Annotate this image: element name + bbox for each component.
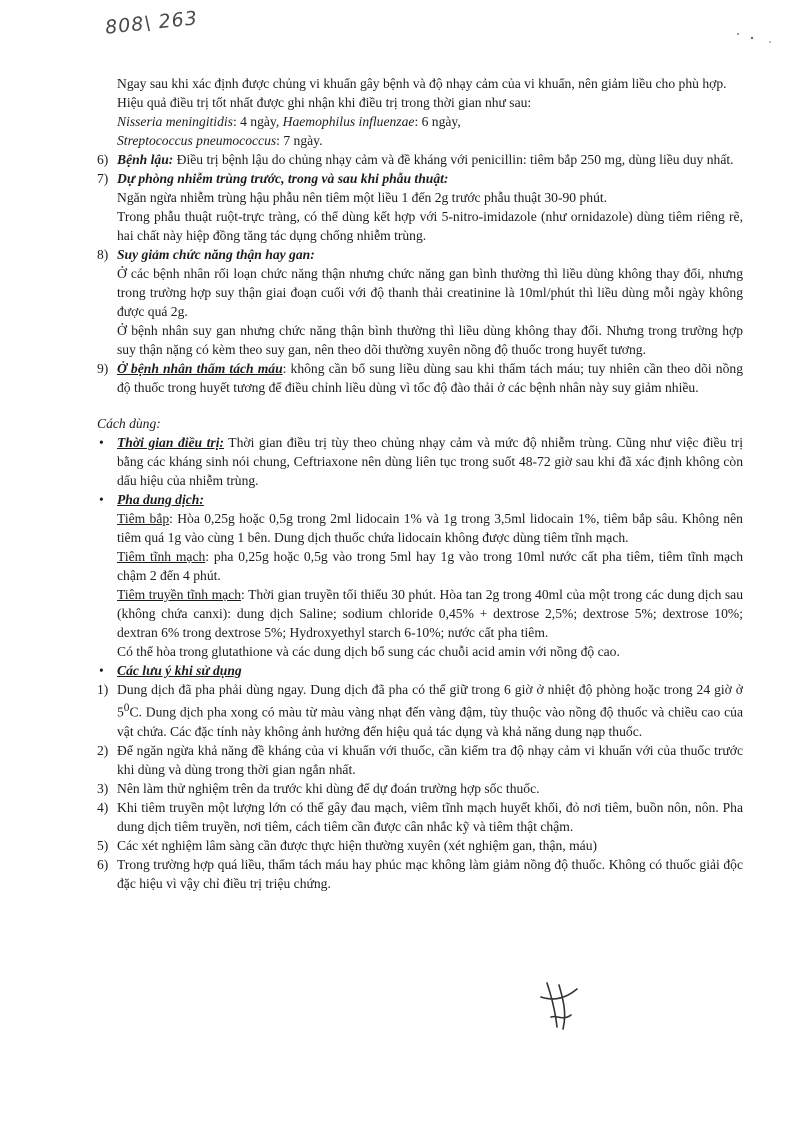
document-body: [97, 74, 743, 893]
list-item-dialysis: 9) Ở bệnh nhân thẩm tách máu: không cần bổ sung liều dùng sau khi thẩm tách máu; tuy nhiên cần theo dõi nồng độ thuốc trong huyết tương để điều chỉnh liều dùng vì tốc độ đào thải ở các bệnh nhân này suy giảm nhiều.: [97, 361, 743, 395]
list-item-surgical-prophylaxis: 7) Dự phòng nhiễm trùng trước, trong và sau khi phẫu thuật: Ngăn ngừa nhiễm trùng hậu phẫu nên tiêm một liều 1 đến 2g trước phẫu thuật 30-90 phút. Trong phẫu thuật ruột-trực tràng, có thể dùng kết hợp với 5-nitro-imidazole (như ornidazole) dùng tiêm riêng rẽ, hai chất này hiệp đồng tăng tác dụng chống nhiễm trùng.: [97, 171, 743, 243]
precaution-item: 5) Các xét nghiệm lâm sàng cần được thực hiện thường xuyên (xét nghiệm gan, thận, máu): [97, 837, 598, 853]
list-item-gonorrhea: 6) Bệnh lậu: Điều trị bệnh lậu do chủng nhạy cảm và đề kháng với penicillin: tiêm bắp 250 mg, dùng liều duy nhất.: [97, 152, 734, 167]
bullet-treatment-duration: • Thời gian điều trị: Thời gian điều trị tùy theo chủng nhạy cảm và mức độ nhiễm trùng. Cũng như việc điều trị bằng các kháng sinh nói chung, Ceftriaxone nên dùng liên tục trong suốt 48-72 giờ sau khi đã xác định không còn dấu hiệu của nhiễm trùng.: [99, 435, 743, 488]
prep-extra: Có thể hòa trong glutathione và các dung dịch bổ sung các chuỗi acid amin với nồng độ cao.: [117, 644, 620, 659]
bullet-preparation: • Pha dung dịch: Tiêm bắp: Hòa 0,25g hoặc 0,5g trong 2ml lidocain 1% và 1g trong 3,5ml lidocain 1%, tiêm bắp sâu. Không nên tiêm quá 1g vào cùng 1 bên. Dung dịch thuốc chứa lidocain không được dùng tiêm tĩnh mạch. Tiêm tĩnh mạch: pha 0,25g hoặc 0,5g vào trong 5ml hay 1g vào trong 10ml nước cất pha tiêm, tiêm tĩnh mạch chậm 2 đến 4 phút. Tiêm truyền tĩnh mạch: Thời gian truyền tối thiểu 30 phút. Hòa tan 2g trong 40ml của một trong các dung dịch sau (không chứa canxi): dung dịch Saline; sodium chloride 0,45% + dextrose 2,5%; dextrose 5%; dextrose 10%; dextran 6% trong dextrose 5%; Hydroxyethyl starch 6-10%; nước cất pha tiêm. Có thể hòa trong glutathione và các dung dịch bổ sung các chuỗi acid amin với nồng độ cao.: [99, 492, 743, 659]
paragraph-duration-intro: Hiệu quả điều trị tốt nhất được ghi nhận khi điều trị trong thời gian như sau:: [117, 95, 532, 110]
handwritten-page-number: 808\ 263: [104, 7, 199, 39]
list-item-renal-hepatic: 8) Suy giảm chức năng thận hay gan: Ở các bệnh nhân rối loạn chức năng thận nhưng chức năng gan bình thường thì liều dùng không thay đổi, nhưng trong trường hợp suy thận giai đoạn cuối với độ thanh thải creatinine là 10ml/phút thì liều dùng mỗi ngày không được quá 2g. Ở bệnh nhân suy gan nhưng chức năng thận bình thường thì liều dùng không thay đổi. Nhưng trong trường hợp suy thận nặng có kèm theo suy gan, nên theo dõi thường xuyên nồng độ thuốc trong huyết tương.: [97, 247, 743, 357]
precaution-item: 2) Để ngăn ngừa khả năng đề kháng của vi khuẩn với thuốc, cần kiểm tra độ nhạy cảm vi khuẩn với của thuốc trước khi dùng và dùng trong thời gian ngắn nhất.: [97, 742, 743, 777]
precaution-item: 6) Trong trường hợp quá liều, thẩm tách máu hay phúc mạc không làm giảm nồng độ thuốc. Không có thuốc giải độc đặc hiệu vì vậy chỉ điều trị triệu chứng.: [97, 856, 743, 891]
duration-line-1: Nisseria meningitidis: 4 ngày, Haemophilus influenzae: 6 ngày,: [117, 114, 461, 129]
scan-specks: [730, 28, 780, 48]
bullet-precautions: • Các lưu ý khi sử dụng: [99, 663, 242, 678]
paragraph-dose-adjust: Ngay sau khi xác định được chủng vi khuẩn gây bệnh và độ nhạy cảm của vi khuẩn, nên giảm liều cho phù hợp.: [117, 76, 727, 91]
precautions-list: [97, 680, 743, 893]
prep-intramuscular: Tiêm bắp: Hòa 0,25g hoặc 0,5g trong 2ml lidocain 1% và 1g trong 3,5ml lidocain 1%, tiêm bắp sâu. Không nên tiêm quá 1g vào cùng 1 bên. Dung dịch thuốc chứa lidocain không được dùng tiêm tĩnh mạch.: [117, 511, 743, 545]
precaution-item: 4) Khi tiêm truyền một lượng lớn có thể gây đau mạch, viêm tĩnh mạch huyết khối, đỏ nơi tiêm, buồn nôn, nôn. Pha dung dịch tiêm truyền, nơi tiêm, cách tiêm cần được cân nhắc kỹ và tiêm thật chậm.: [97, 799, 743, 834]
section-heading-usage: Cách dùng:: [97, 416, 161, 431]
precaution-item: 1) Dung dịch đã pha phải dùng ngay. Dung dịch đã pha có thể giữ trong 6 giờ ở nhiệt độ phòng hoặc trong 24 giờ ở $5^0C$. Dung dịch pha xong có màu từ màu vàng nhạt đến vàng đậm, tùy thuộc vào nồng độ thuốc và chiều cao của vật chứa. Các đặc tính này không ảnh hưởng đến hiệu quả tác dụng và khả năng dung nạp thuốc.: [97, 682, 743, 739]
prep-intravenous: Tiêm tĩnh mạch: pha 0,25g hoặc 0,5g vào trong 5ml hay 1g vào trong 10ml nước cất pha tiêm, tiêm tĩnh mạch chậm 2 đến 4 phút.: [117, 549, 743, 583]
prep-infusion: Tiêm truyền tĩnh mạch: Thời gian truyền tối thiểu 30 phút. Hòa tan 2g trong 40ml của một trong các dung dịch sau (không chứa canxi): dung dịch Saline; sodium chloride 0,45% + dextrose 2,5%; dextrose 5%; dextrose 10%; dextran 6% trong dextrose 5%; Hydroxyethyl starch 6-10%; nước cất pha tiêm.: [117, 587, 743, 640]
precaution-item: 3) Nên làm thử nghiệm trên da trước khi dùng để dự đoán trường hợp sốc thuốc.: [97, 780, 540, 796]
duration-line-2: Streptococcus pneumococcus: 7 ngày.: [117, 133, 323, 148]
handwritten-signature: [533, 975, 583, 1035]
